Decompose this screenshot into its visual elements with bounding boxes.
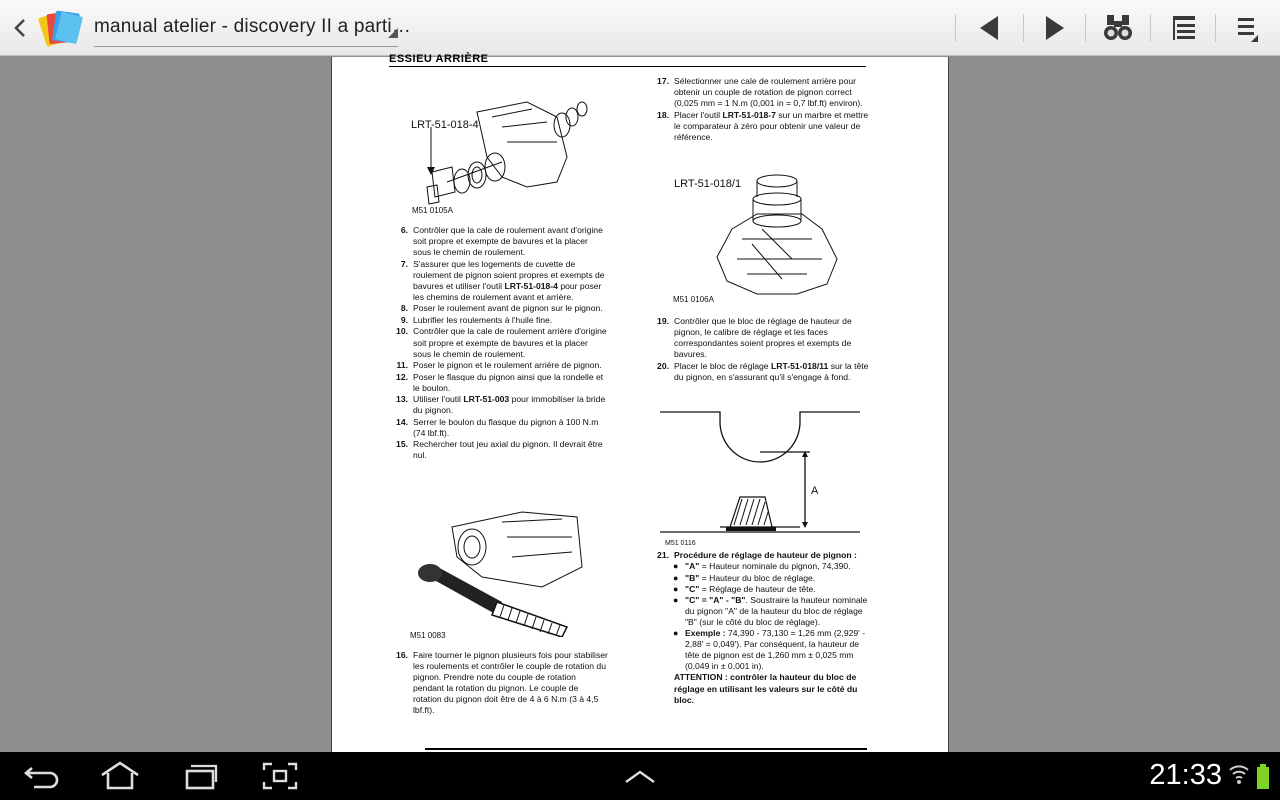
recent-apps-icon[interactable] xyxy=(178,760,222,792)
step-text xyxy=(674,361,871,383)
title-underline xyxy=(94,46,398,47)
step-text-part: Utiliser l'outil xyxy=(413,394,464,405)
step-text xyxy=(413,394,608,416)
bullet-value: = Hauteur du bloc de réglage. xyxy=(699,572,816,583)
bullet-dot-icon: ● xyxy=(673,561,679,572)
step-item xyxy=(390,303,608,314)
step-number: 12. xyxy=(396,371,408,382)
section-title: ESSIEU ARRIÈRE xyxy=(389,53,489,65)
step-item xyxy=(390,372,608,394)
page-footer-rule xyxy=(425,748,867,750)
step-number: 15. xyxy=(396,439,408,450)
step-text-part: Placer le bloc de réglage xyxy=(674,360,771,371)
bullet-text xyxy=(685,561,871,572)
step-item xyxy=(390,360,608,371)
step-item xyxy=(390,650,608,717)
previous-icon[interactable] xyxy=(970,10,1010,46)
tool-reference: LRT-51-018-7 xyxy=(722,109,776,120)
dropdown-corner-icon[interactable] xyxy=(388,28,398,38)
toolbar-divider xyxy=(1150,14,1151,42)
step-number: 6. xyxy=(400,225,408,235)
step-text: Sélectionner une cale de roulement arrière pour obtenir un couple de rotation de pignon correct (0,025 mm = 1 N.m (0,001 in = 0,7 lbf.ft) environ). xyxy=(674,76,863,109)
bullet-key: "C" = "A" - "B" xyxy=(685,594,746,605)
bullet-key: "C" xyxy=(685,583,700,594)
step-text: Poser le roulement avant de pignon sur le pignon. xyxy=(413,303,603,314)
pdf-page xyxy=(331,53,949,752)
step-text-part: Placer l'outil xyxy=(674,109,723,120)
menu-icon[interactable] xyxy=(1228,10,1268,46)
bullet-item xyxy=(669,584,871,595)
attention-note: ATTENTION : contrôler la hauteur du bloc de réglage en utilisant les valeurs sur le côté du bloc. xyxy=(674,672,858,705)
bullet-dot-icon: ● xyxy=(673,583,679,594)
tool-reference: LRT-51-018-4 xyxy=(504,280,558,291)
toolbar-divider xyxy=(955,14,956,42)
document-viewer[interactable] xyxy=(0,53,1280,752)
step-item xyxy=(390,326,608,359)
step-text xyxy=(413,259,608,303)
bullet-key: "A" xyxy=(685,561,700,572)
app-icon[interactable] xyxy=(38,8,84,48)
step-item xyxy=(651,361,871,383)
step-text: Lubrifier les roulements à l'huile fine. xyxy=(413,314,553,325)
dimension-label-a: A xyxy=(811,485,819,497)
step-number: 8. xyxy=(400,303,408,314)
step-number: 9. xyxy=(400,314,408,325)
step-item xyxy=(390,225,608,258)
step-number: 10. xyxy=(396,326,408,337)
step-item xyxy=(390,439,608,461)
step-21 xyxy=(651,550,871,706)
step-number: 13. xyxy=(396,394,408,405)
bullet-dot-icon: ● xyxy=(673,572,679,583)
system-navigation-bar xyxy=(0,752,1280,800)
bullet-text xyxy=(685,595,871,628)
bullet-value: . Soustraire la hauteur nominale du pignon "A" de la hauteur du bloc de réglage "B" (sur le côté du bloc de réglage). xyxy=(685,594,868,627)
right-steps-b xyxy=(651,316,871,383)
bullet-key: Exemple : xyxy=(685,628,726,639)
bullet-item xyxy=(669,573,871,584)
outline-icon[interactable] xyxy=(1163,10,1203,46)
toolbar-divider xyxy=(1023,14,1024,42)
tool-label-lrt-51-018-4: LRT-51-018-4 xyxy=(411,119,479,131)
back-nav-icon[interactable] xyxy=(20,760,64,792)
figure-caption: M51 0106A xyxy=(673,295,714,304)
bullet-text xyxy=(685,573,871,584)
figure-caption: M51 0083 xyxy=(410,631,446,640)
clock: 21:33 xyxy=(1149,759,1222,791)
step-21-bullets xyxy=(651,561,871,672)
step-text: Contrôler que la cale de roulement avant d'origine soit propre et exempte de bavures et la placer sous le chemin de roulement. xyxy=(413,225,603,258)
pinion-height-diagram xyxy=(660,407,860,537)
tool-reference: LRT-51-018/11 xyxy=(770,360,829,371)
bullet-item xyxy=(669,595,871,628)
bullet-value: 74,390 - 73,130 = 1,26 mm (2,929' - 2,88' = 0,049'). Par conséquent, la hauteur de tête de pignon est de 1,260 mm ± 0,025 mm (0,049 in ± 0,001 in). xyxy=(685,628,866,672)
left-steps-b xyxy=(390,650,608,717)
bullet-value: = Réglage de hauteur de tête. xyxy=(699,583,816,594)
wifi-icon xyxy=(1228,762,1250,791)
step-number: 20. xyxy=(657,360,669,371)
step-number: 14. xyxy=(396,416,408,427)
tool-label-lrt-51-018-1: LRT-51-018/1 xyxy=(674,178,742,190)
step-item xyxy=(390,315,608,326)
document-title[interactable]: manual atelier - discovery II a parti… xyxy=(94,16,411,37)
step-text: Rechercher tout jeu axial du pignon. Il devrait être nul. xyxy=(413,439,603,461)
pinion-bearing-figure xyxy=(407,87,597,212)
step-number: 18. xyxy=(657,109,669,120)
step-number: 16. xyxy=(396,650,408,660)
step-text: Poser le pignon et le roulement arrière de pignon. xyxy=(413,360,602,371)
bullet-dot-icon: ● xyxy=(673,628,679,639)
next-icon[interactable] xyxy=(1034,10,1074,46)
step-item xyxy=(390,394,608,416)
tool-reference: LRT-51-003 xyxy=(463,394,510,405)
step-text: Poser le flasque du pignon ainsi que la rondelle et le boulon. xyxy=(413,371,604,393)
step-text-part: pour poser les chemins de roulement avant et arrière. xyxy=(413,280,602,302)
toolbar-divider xyxy=(1215,14,1216,42)
step-text xyxy=(674,110,871,143)
step-number: 19. xyxy=(657,316,669,326)
bullet-key: "B" xyxy=(685,572,700,583)
step-text: Serrer le boulon du flasque du pignon à 100 N.m (74 lbf.ft). xyxy=(413,416,599,438)
home-icon[interactable] xyxy=(98,760,142,792)
step-item xyxy=(651,316,871,360)
step-text: Contrôler que la cale de roulement arrière d'origine soit propre et exempte de bavures et la placer sous le chemin de roulement. xyxy=(413,326,607,359)
step-number: 11. xyxy=(396,360,408,371)
battery-icon xyxy=(1256,764,1270,795)
torque-wrench-figure xyxy=(412,507,597,637)
step-number: 7. xyxy=(400,258,408,269)
step-text-part: sur la tête du pignon, en s'assurant qu'il s'engage à fond. xyxy=(674,360,869,382)
find-icon[interactable] xyxy=(1098,10,1138,46)
figure-caption: M51 0105A xyxy=(412,206,453,215)
right-steps-a xyxy=(651,76,871,143)
step-item xyxy=(390,417,608,439)
bullet-text xyxy=(685,584,871,595)
step-text: Faire tourner le pignon plusieurs fois pour stabiliser les roulements et contrôler le couple de rotation du pignon. Prendre note du couple de rotation pendant la rotation du pignon. Le couple de rotation du pignon doit être de 4 à 6 N.m (3 à 4,5 lbf.ft). xyxy=(413,650,608,716)
bullet-item xyxy=(669,561,871,572)
action-bar xyxy=(0,0,1280,56)
section-rule xyxy=(389,66,866,67)
bullet-value: = Hauteur nominale du pignon, 74,390. xyxy=(699,561,851,572)
step-item xyxy=(651,110,871,143)
up-chevron-icon[interactable] xyxy=(618,760,662,792)
bullet-dot-icon: ● xyxy=(673,594,679,605)
toolbar-divider xyxy=(1085,14,1086,42)
step-number: 17. xyxy=(657,76,669,86)
screenshot-icon[interactable] xyxy=(258,760,302,792)
bullet-text xyxy=(685,628,871,672)
figure-caption: M51 0116 xyxy=(665,540,696,547)
back-icon[interactable] xyxy=(8,14,32,42)
step-item xyxy=(651,76,871,109)
step-text-part: S'assurer que les logements de cuvette de roulement de pignon soient propres et exempts de bavures et utiliser l'outil xyxy=(413,258,605,291)
step-text: Contrôler que le bloc de réglage de hauteur de pignon, le calibre de réglage et les faces correspondantes soient propres et exempts de bavures. xyxy=(674,316,852,360)
left-steps-a xyxy=(390,225,608,462)
step-text-part: pour immobiliser la bride du pignon. xyxy=(413,394,606,416)
bullet-item xyxy=(669,628,871,672)
step-item xyxy=(390,259,608,303)
step-21-title: Procédure de réglage de hauteur de pignon : xyxy=(674,550,857,560)
step-number: 21. xyxy=(657,550,669,560)
step-text-part: sur un marbre et mettre le comparateur à zéro pour obtenir une valeur de référence. xyxy=(674,109,869,142)
